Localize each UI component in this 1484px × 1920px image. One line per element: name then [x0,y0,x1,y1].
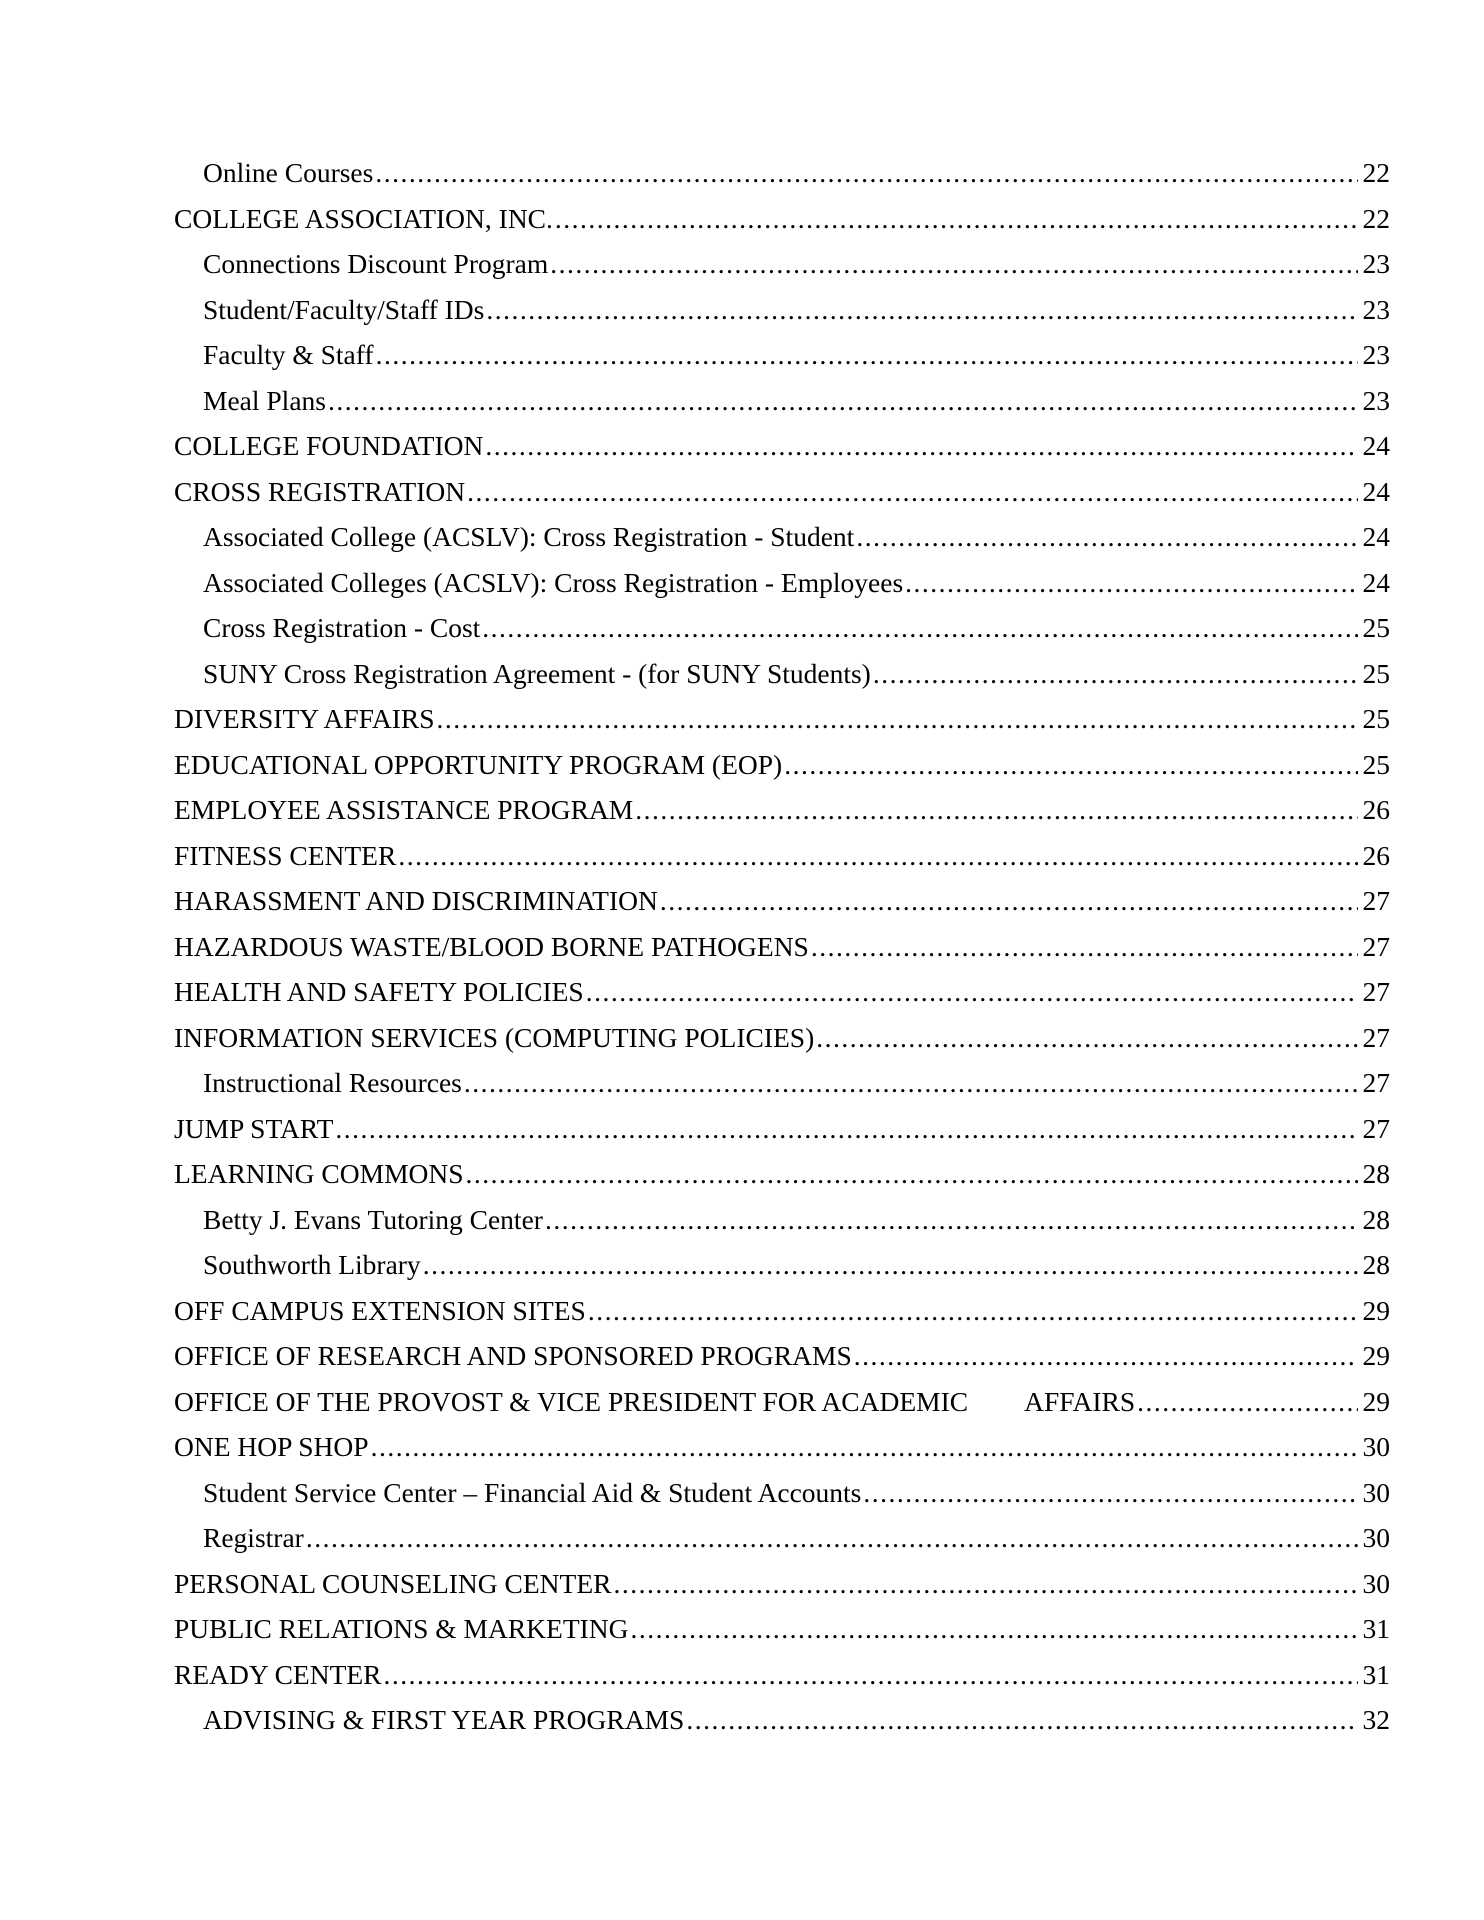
dot-leader [631,1606,1358,1652]
toc-entry[interactable] [174,742,1390,788]
toc-entry-title: Associated College (ACSLV): Cross Registration - Student [203,521,855,552]
dot-leader [306,1515,1358,1561]
toc-entry[interactable] [174,150,1390,196]
toc-entry[interactable] [174,1606,1390,1652]
dot-leader [398,833,1358,879]
table-of-contents [174,150,1390,1743]
toc-entry-title: HEALTH AND SAFETY POLICIES [174,976,584,1007]
toc-entry-title-main: OFFICE OF THE PROVOST & VICE PRESIDENT FOR ACADEMIC [174,1385,969,1417]
dot-leader [486,287,1358,333]
toc-entry-title: OFF CAMPUS EXTENSION SITES [174,1294,586,1326]
toc-entry[interactable] [174,878,1390,924]
toc-page-number: 27 [1362,1112,1390,1144]
toc-page-number: 24 [1362,475,1390,507]
toc-entry[interactable] [174,514,1390,560]
toc-page-number: 23 [1362,293,1390,325]
toc-entry[interactable] [174,1106,1390,1152]
dot-leader [545,1197,1358,1243]
toc-page-number: 29 [1362,1385,1390,1417]
toc-entry[interactable] [174,1652,1390,1698]
dot-leader [660,878,1358,924]
toc-page-number: 22 [1362,157,1390,188]
toc-page-number: 28 [1362,1249,1390,1280]
dot-leader [555,196,1358,242]
toc-entry-title: COLLEGE ASSOCIATION, INC. [174,202,553,234]
toc-entry-title: EMPLOYEE ASSISTANCE PROGRAM [174,794,634,825]
toc-entry-title: READY CENTER [174,1658,382,1690]
dot-leader [856,514,1358,560]
toc-entry[interactable] [174,696,1390,742]
toc-entry-title: PERSONAL COUNSELING CENTER [174,1567,612,1599]
dot-leader [482,605,1358,651]
toc-entry-title: Faculty & Staff [203,339,374,370]
toc-entry-title: Betty J. Evans Tutoring Center [203,1203,543,1235]
dot-leader [905,560,1358,606]
dot-leader [586,969,1358,1015]
toc-entry[interactable] [174,378,1390,424]
dot-leader [328,378,1358,424]
toc-entry-title: Student/Faculty/Staff IDs [203,293,485,325]
toc-page-number: 27 [1362,885,1390,916]
toc-page-number: 28 [1362,1158,1390,1189]
toc-entry-title: ADVISING & FIRST YEAR PROGRAMS [203,1704,685,1735]
toc-entry[interactable] [174,1424,1390,1470]
toc-page-number: 24 [1362,521,1390,552]
toc-entry[interactable] [174,1379,1390,1425]
toc-entry-title: Connections Discount Program [203,248,549,279]
toc-page-number: 27 [1362,930,1390,962]
dot-leader [375,150,1358,196]
toc-entry-title: PUBLIC RELATIONS & MARKETING [174,1613,629,1644]
toc-entry-title: DIVERSITY AFFAIRS [174,703,435,734]
toc-entry[interactable] [174,1288,1390,1334]
toc-page-number: 30 [1362,1476,1390,1508]
toc-entry-title: FITNESS CENTER [174,839,397,871]
toc-entry-title: ONE HOP SHOP [174,1431,369,1462]
toc-entry-title: Cross Registration - Cost [203,612,481,643]
dot-leader [464,1060,1358,1106]
toc-page-number: 31 [1362,1613,1390,1644]
dot-leader [485,423,1358,469]
toc-entry[interactable] [174,1470,1390,1516]
dot-leader [816,1015,1358,1061]
toc-page-number: 28 [1362,1203,1390,1235]
toc-entry-title: LEARNING COMMONS [174,1158,464,1189]
toc-entry-title: Instructional Resources [203,1067,462,1098]
toc-page-number: 25 [1362,612,1390,643]
toc-entry[interactable] [174,332,1390,378]
toc-entry[interactable] [174,1060,1390,1106]
toc-entry[interactable] [174,287,1390,333]
toc-page-number: 26 [1362,794,1390,825]
toc-page-number: 25 [1362,657,1390,689]
dot-leader [863,1470,1358,1516]
dot-leader [467,469,1358,515]
toc-entry-title: HARASSMENT AND DISCRIMINATION [174,885,658,916]
toc-entry[interactable] [174,1197,1390,1243]
toc-entry-title: Meal Plans [203,384,326,416]
toc-page-number: 22 [1362,202,1390,234]
toc-entry[interactable] [174,1515,1390,1561]
toc-entry-title: COLLEGE FOUNDATION [174,430,484,461]
toc-page-number: 29 [1362,1340,1390,1371]
dot-leader [466,1151,1358,1197]
toc-entry-title: INFORMATION SERVICES (COMPUTING POLICIES) [174,1021,815,1053]
toc-page-number: 27 [1362,1067,1390,1098]
dot-leader [550,241,1358,287]
toc-entry-title: CROSS REGISTRATION [174,475,466,507]
toc-page-number: 27 [1362,976,1390,1007]
toc-page-number: 32 [1362,1704,1390,1735]
toc-entry-title: Southworth Library [203,1249,421,1280]
toc-entry-title [174,1379,1135,1425]
toc-page-number: 29 [1362,1294,1390,1326]
toc-entry-title: Student Service Center – Financial Aid & Student Accounts [203,1476,862,1508]
toc-entry[interactable] [174,924,1390,970]
dot-leader [588,1288,1358,1334]
toc-entry[interactable] [174,423,1390,469]
toc-page-number: 30 [1362,1567,1390,1599]
toc-entry-title: EDUCATIONAL OPPORTUNITY PROGRAM (EOP) [174,748,783,780]
dot-leader [423,1242,1358,1288]
dot-leader [686,1697,1358,1743]
toc-entry[interactable] [174,1242,1390,1288]
dot-leader [376,332,1358,378]
dot-leader [384,1652,1358,1698]
toc-entry[interactable] [174,605,1390,651]
dot-leader [371,1424,1358,1470]
toc-entry-title: SUNY Cross Registration Agreement - (for SUNY Students) [203,657,871,689]
toc-entry[interactable] [174,651,1390,697]
toc-page-number: 23 [1362,339,1390,370]
toc-page-number: 24 [1362,430,1390,461]
dot-leader [811,924,1358,970]
toc-entry[interactable] [174,1561,1390,1607]
toc-page-number: 25 [1362,748,1390,780]
toc-page-number: 24 [1362,566,1390,598]
toc-entry-title: HAZARDOUS WASTE/BLOOD BORNE PATHOGENS [174,930,809,962]
dot-leader [873,651,1358,697]
toc-entry-title: Registrar [203,1522,304,1553]
toc-entry[interactable] [174,196,1390,242]
toc-page-number: 23 [1362,384,1390,416]
toc-entry-title: JUMP START [174,1112,334,1144]
dot-leader [1137,1379,1358,1425]
toc-entry[interactable] [174,1015,1390,1061]
dot-leader [784,742,1358,788]
toc-page-number: 25 [1362,703,1390,734]
toc-page-number: 30 [1362,1431,1390,1462]
toc-entry[interactable] [174,833,1390,879]
toc-entry[interactable] [174,1333,1390,1379]
toc-entry-title-continued: AFFAIRS [1024,1385,1136,1417]
toc-entry-title: Associated Colleges (ACSLV): Cross Registration - Employees [203,566,904,598]
toc-entry[interactable] [174,787,1390,833]
toc-entry[interactable] [174,560,1390,606]
dot-leader [335,1106,1358,1152]
toc-entry[interactable] [174,1151,1390,1197]
toc-page-number: 30 [1362,1522,1390,1553]
toc-entry[interactable] [174,1697,1390,1743]
dot-leader [437,696,1358,742]
toc-page-number: 31 [1362,1658,1390,1690]
toc-entry[interactable] [174,241,1390,287]
dot-leader [635,787,1358,833]
toc-page-number: 27 [1362,1021,1390,1053]
dot-leader [854,1333,1358,1379]
toc-entry-title: Online Courses [203,157,374,188]
toc-entry[interactable] [174,969,1390,1015]
toc-page-number: 23 [1362,248,1390,279]
toc-entry[interactable] [174,469,1390,515]
toc-entry-title: OFFICE OF RESEARCH AND SPONSORED PROGRAMS [174,1340,852,1371]
toc-page-number: 26 [1362,839,1390,871]
dot-leader [613,1561,1358,1607]
